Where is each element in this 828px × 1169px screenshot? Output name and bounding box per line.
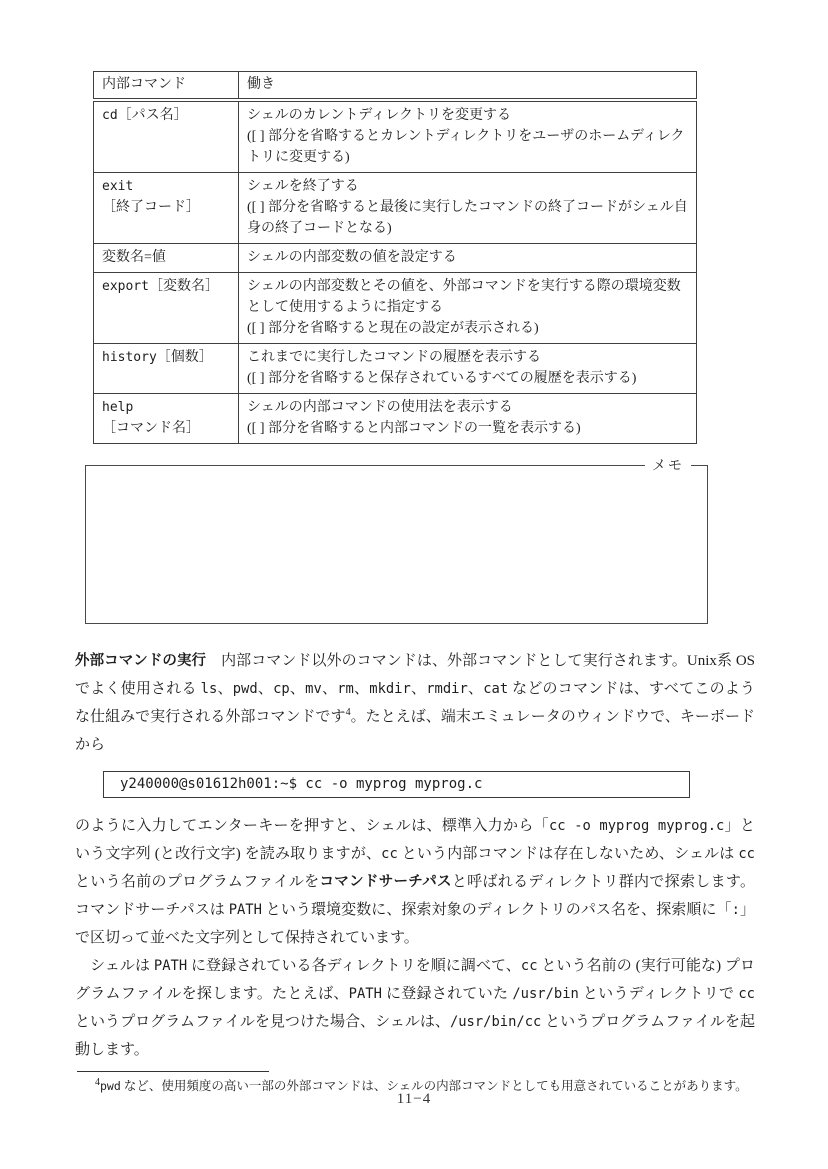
text-segment: cat [483, 681, 509, 697]
command-description: シェルを終了する [247, 179, 359, 194]
command-table [93, 71, 697, 444]
command-name: export [102, 279, 149, 294]
text-segment: pwd [100, 1079, 121, 1093]
text-segment: 4 [345, 707, 351, 718]
command-cell [94, 394, 239, 444]
text-segment: 、 [321, 681, 338, 697]
table-row-variable-assign [94, 244, 697, 273]
text-segment: という名前の (実行可能な) プログラムファイルを探します。たとえば、 [75, 958, 755, 1002]
text-segment: mkdir [369, 681, 411, 697]
text-segment: pwd [232, 681, 258, 697]
command-name: exit [102, 179, 134, 194]
column-header-command: 内部コマンド [94, 72, 239, 101]
command-note: ([ ] 部分を省略すると現在の設定が表示される) [247, 321, 539, 336]
page-number: 11−4 [396, 1091, 432, 1107]
text-segment: PATH [348, 986, 382, 1002]
text-segment: cc [381, 846, 398, 862]
text-segment: に登録されている各ディレクトリを順に調べて、 [187, 958, 521, 974]
text-segment: : [731, 902, 740, 918]
text-segment: /usr/bin [512, 986, 579, 1002]
command-args: ［終了コード］ [102, 200, 200, 215]
terminal-command-text: y240000@s01612h001:~$ cc -o myprog myprog.c [120, 776, 483, 792]
paragraph-external-command-execution [75, 647, 755, 759]
text-segment: 」で区切って並べた文字列として保持されています。 [75, 902, 755, 946]
command-note: ([ ] 部分を省略すると最後に実行したコマンドの終了コードがシェル自身の終了コードとなる) [247, 200, 688, 236]
text-segment: ls [200, 681, 218, 697]
function-cell [239, 273, 697, 344]
command-description: シェルのカレントディレクトリを変更する [247, 108, 511, 123]
text-segment: PATH [153, 958, 188, 974]
command-cell [94, 273, 239, 344]
paragraph-path-lookup [75, 952, 755, 1064]
paragraph-command-search-path [75, 812, 755, 952]
text-segment: cc [520, 958, 538, 974]
text-segment: 、 [257, 681, 274, 697]
command-description: シェルの内部コマンドの使用法を表示する [247, 400, 513, 415]
command-note: ([ ] 部分を省略すると内部コマンドの一覧を表示する) [247, 421, 581, 436]
text-segment: cc [738, 846, 755, 862]
command-args: ［パス名］ [117, 108, 188, 123]
text-segment: 、 [410, 681, 427, 697]
text-segment: cp [273, 681, 290, 697]
text-segment: という名前のプログラムファイルを [75, 874, 320, 890]
text-segment: 外部コマンドの実行 [75, 653, 207, 669]
text-segment: rmdir [426, 681, 468, 697]
text-segment: という内部コマンドは存在しないため、シェルは [397, 846, 739, 862]
terminal-command-box [103, 771, 690, 798]
command-args: ［コマンド名］ [102, 421, 200, 436]
table-row-history [94, 344, 697, 394]
table-header-row [94, 72, 697, 101]
command-cell [94, 244, 239, 273]
text-segment: 内部コマンド以外のコマンドは、外部コマンドとして実行されます。Unix系 OS でよく使用される [75, 653, 755, 697]
command-note: ([ ] 部分を省略すると保存されているすべての履歴を表示する) [247, 371, 637, 386]
text-segment: というプログラムファイルを起動します。 [75, 1014, 755, 1058]
function-cell [239, 344, 697, 394]
memo-box [85, 459, 708, 624]
function-cell [239, 100, 697, 173]
command-args: ［個数］ [156, 350, 213, 365]
command-cell [94, 100, 239, 173]
footnote-divider [77, 1071, 269, 1072]
text-segment: rm [337, 681, 354, 697]
command-name: 変数名=値 [102, 250, 166, 265]
command-name: cd [102, 108, 118, 123]
text-segment: 、 [467, 681, 484, 697]
text-segment: という環境変数に、探索対象のディレクトリのパス名を、探索順に「 [261, 902, 732, 918]
text-segment: PATH [228, 902, 262, 918]
text-segment: というディレクトリで [578, 986, 739, 1002]
text-segment: シェルは [75, 958, 154, 974]
command-note: ([ ] 部分を省略するとカレントディレクトリをユーザのホームディレクトリに変更する) [247, 129, 685, 165]
text-segment: というプログラムファイルを見つけた場合、シェルは、 [75, 1014, 450, 1030]
text-segment: などのコマンドは、すべてこのような仕組みで実行される外部コマンドです [75, 681, 755, 725]
text-segment: 。たとえば、端末エミュレータのウィンドウで、キーボードから [75, 709, 755, 753]
text-segment: 」という文字列 (と改行文字) を読み取りますが、 [75, 818, 755, 862]
text-segment: 4 [95, 1076, 100, 1088]
function-cell [239, 173, 697, 244]
text-segment: コマンドサーチパス [319, 874, 452, 890]
text-segment: など、使用頻度の高い一部の外部コマンドは、シェルの内部コマンドとしても用意されていることがあります。 [120, 1079, 748, 1093]
text-segment: mv [305, 681, 322, 697]
text-segment: と呼ばれるディレクトリ群内で探索します。コマンドサーチパスは [75, 874, 755, 918]
table-row-export [94, 273, 697, 344]
function-cell [239, 244, 697, 273]
function-cell [239, 394, 697, 444]
command-args: ［変数名］ [148, 279, 219, 294]
command-cell [94, 173, 239, 244]
text-segment: のように入力してエンターキーを押すと、シェルは、標準入力から「 [75, 818, 549, 834]
text-segment: 、 [217, 681, 233, 697]
command-description: これまでに実行したコマンドの履歴を表示する [247, 350, 541, 365]
table-row-help [94, 394, 697, 444]
text-segment: cc -o myprog myprog.c [548, 818, 725, 834]
table-row-exit [94, 173, 697, 244]
command-description: シェルの内部変数の値を設定する [247, 250, 457, 265]
command-cell [94, 344, 239, 394]
text-segment: 、 [353, 681, 370, 697]
command-name: history [102, 350, 157, 365]
text-segment: に登録されていた [381, 986, 513, 1002]
column-header-function: 働き [239, 72, 697, 101]
command-description: シェルの内部変数とその値を、外部コマンドを実行する際の環境変数として使用するように指定する [247, 279, 681, 315]
text-segment: cc [738, 986, 755, 1002]
table-row-cd [94, 100, 697, 173]
text-segment: /usr/bin/cc [449, 1014, 542, 1030]
command-name: help [102, 400, 134, 415]
text-segment: 、 [289, 681, 306, 697]
memo-label: メモ [645, 455, 691, 475]
